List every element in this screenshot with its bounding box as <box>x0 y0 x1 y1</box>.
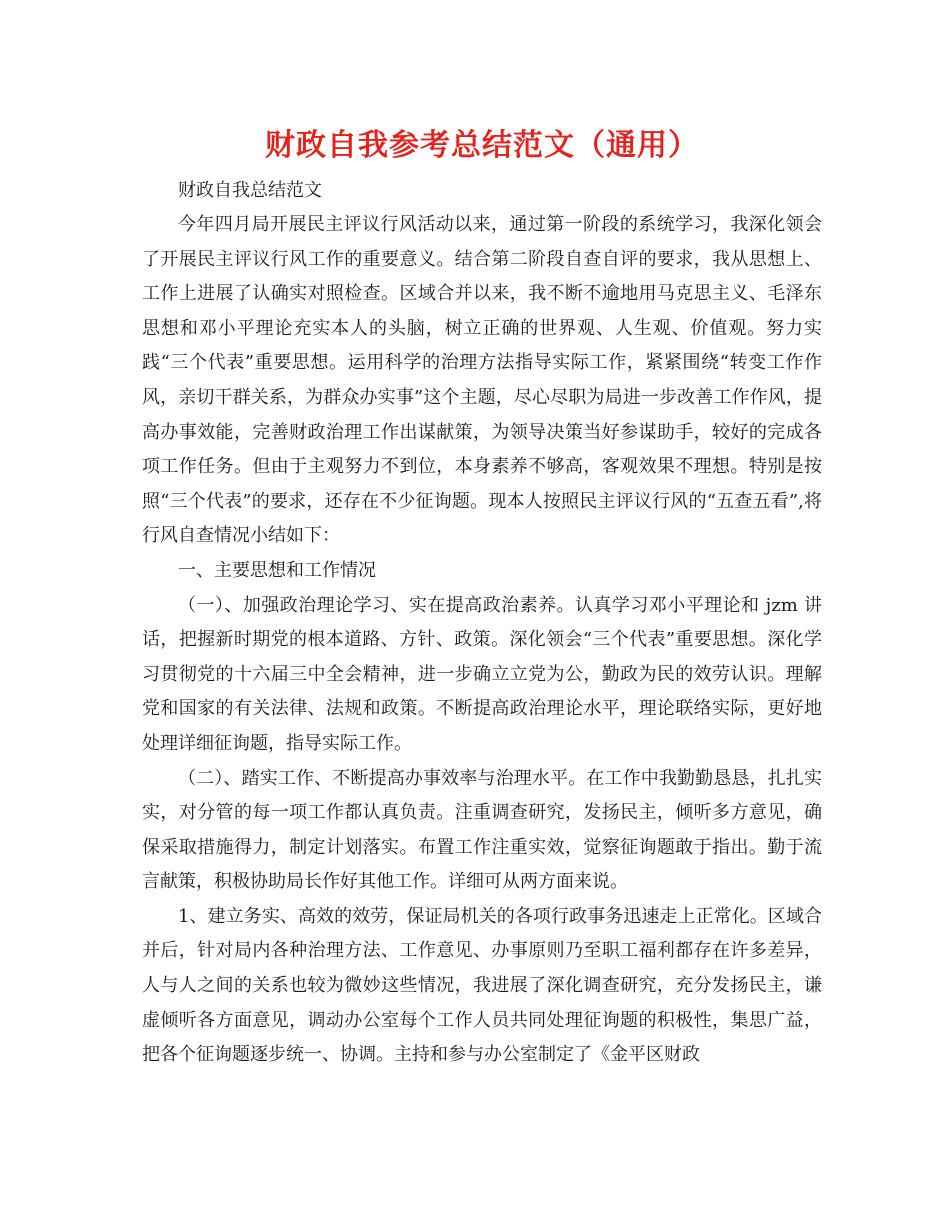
paragraph-intro: 今年四月局开展民主评议行风活动以来，通过第一阶段的系统学习，我深化领会了开展民主评议行风工作的重要意义。结合第二阶段自查自评的要求，我从思想上、工作上进展了认确实对照检查。区域合并以来，我不断不逾地用马克思主义、毛泽东思想和邓小平理论充实本人的头脑，树立正确的世界观、人生观、价值观。努力实践“三个代表”重要思想。运用科学的治理方法指导实际工作，紧紧围绕“转变工作作风，亲切干群关系，为群众办实事”这个主题，尽心尽职为局进一步改善工作作风，提高办事效能，完善财政治理工作出谋献策，为领导决策当好参谋助手，较好的完成各项工作任务。但由于主观努力不到位，本身素养不够高，客观效果不理想。特别是按照“三个代表”的要求，还存在不少征询题。现本人按照民主评议行风的“五查五看”,将行风自查情况小结如下： <box>142 214 822 547</box>
paragraph-section-2: （二）、踏实工作、不断提高办事效率与治理水平。在工作中我勤勤恳恳，扎扎实实，对分管的每一项工作都认真负责。注重调查研究，发扬民主，倾听多方意见，确保采取措施得力，制定计划落实。布置工作注重实效，觉察征询题敢于指出。勤于流言献策，积极协助局长作好其他工作。详细可从两方面来说。 <box>142 767 822 893</box>
document-subtitle: 财政自我总结范文 <box>178 180 322 201</box>
document-title: 财政自我参考总结范文（通用） <box>265 128 699 163</box>
paragraph-item-1: 1、建立务实、高效的效劳，保证局机关的各项行政事务迅速走上正常化。区域合并后，针对局内各种治理方法、工作意见、办事原则乃至职工福利都存在许多差异，人与人之间的关系也较为微妙这些情况，我进展了深化调查研究，充分发扬民主，谦虚倾听各方面意见，调动办公室每个工作人员共同处理征询题的积极性，集思广益，把各个征询题逐步统一、协调。主持和参与办公室制定了《金平区财政 <box>142 905 822 1066</box>
document-page <box>142 118 822 1073</box>
section-heading: 一、主要思想和工作情况 <box>178 559 376 581</box>
paragraph-section-1: （一）、加强政治理论学习、实在提高政治素养。认真学习邓小平理论和 jzm 讲话，把握新时期党的根本道路、方针、政策。深化领会“三个代表”重要思想。深化学习贯彻党的十六届三中全会精神，进一步确立立党为公，勤政为民的效劳认识。理解党和国家的有关法律、法规和政策。不断提高政治理论水平，理论联络实际，更好地处理详细征询题，指导实际工作。 <box>142 594 822 754</box>
